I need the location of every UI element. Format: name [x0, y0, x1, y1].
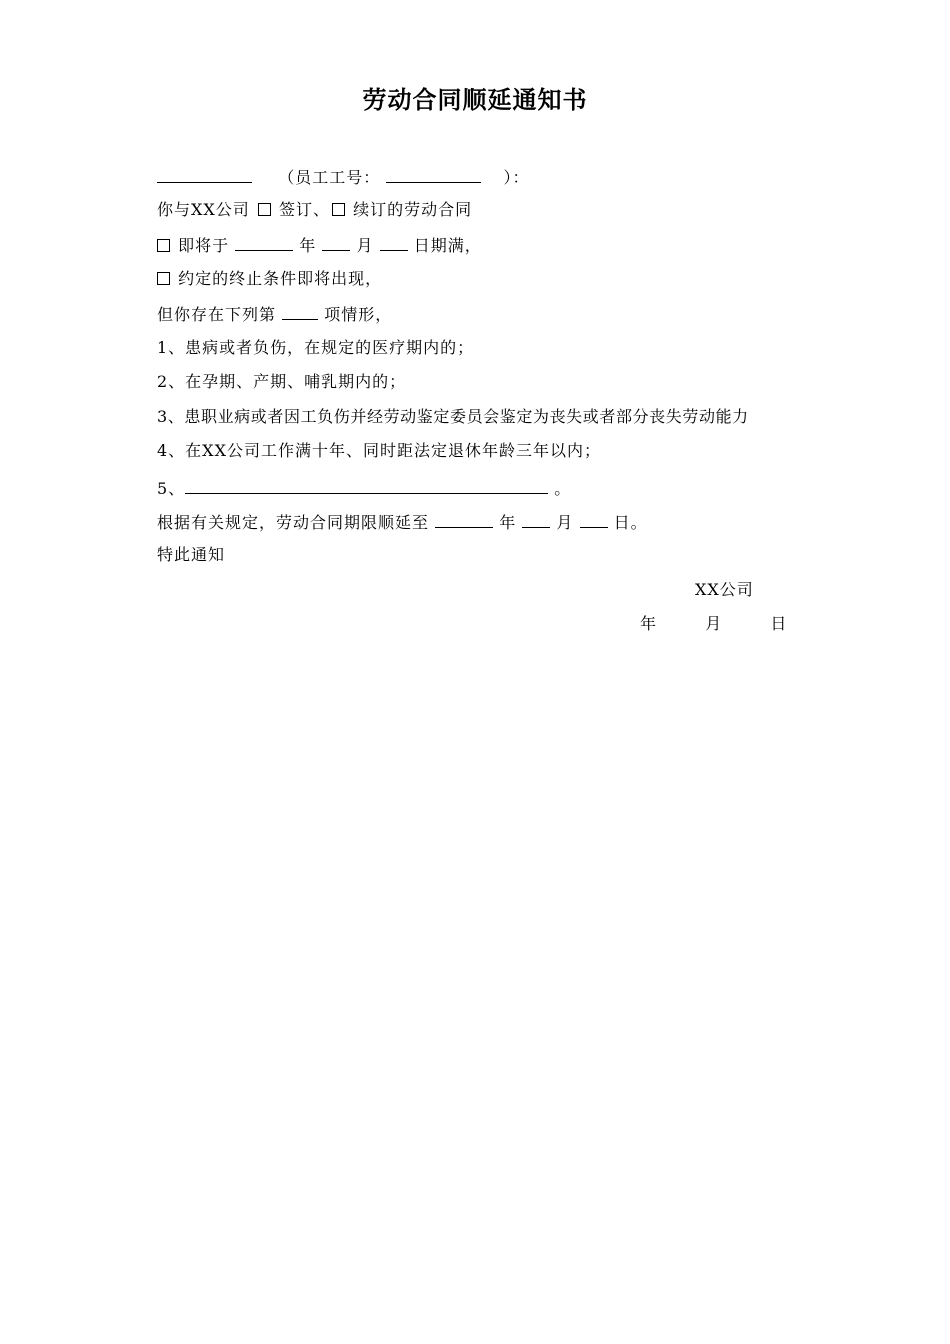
signature-month-label: 月	[705, 614, 723, 633]
employee-name-blank[interactable]	[157, 164, 252, 183]
circumstance-number-blank[interactable]	[282, 301, 318, 320]
expiry-line	[157, 232, 482, 256]
signature-day-label: 日	[770, 614, 788, 633]
expiry-month-label: 月	[356, 236, 374, 255]
item-5	[157, 475, 571, 499]
extension-year-label: 年	[499, 513, 517, 532]
expiry-day-blank[interactable]	[380, 232, 408, 251]
closing-text: 特此通知	[157, 545, 226, 564]
extension-day-blank[interactable]	[580, 509, 608, 528]
item-1: 1、患病或者负伤，在规定的医疗期内的；	[157, 338, 475, 357]
extension-day-label: 日。	[613, 513, 648, 532]
item-5-blank[interactable]	[185, 475, 548, 494]
termination-line	[157, 267, 382, 291]
expiry-text: 即将于	[178, 236, 230, 255]
extension-line	[157, 509, 648, 533]
renewed-label: 续订的劳动合同	[353, 200, 473, 219]
contract-type-line	[157, 198, 472, 222]
termination-checkbox[interactable]	[157, 272, 170, 285]
item-3: 3、患职业病或者因工负伤并经劳动鉴定委员会鉴定为丧失或者部分丧失劳动能力	[157, 407, 749, 426]
expiry-month-blank[interactable]	[322, 232, 350, 251]
extension-text: 根据有关规定，劳动合同期限顺延至	[157, 513, 430, 532]
signed-label: 签订、	[278, 200, 330, 219]
renewed-checkbox[interactable]	[332, 203, 345, 216]
extension-year-blank[interactable]	[435, 509, 493, 528]
signature-date	[640, 612, 787, 636]
item-2: 2、在孕期、产期、哺乳期内的；	[157, 372, 407, 391]
recipient-line	[157, 164, 530, 188]
item-5-suffix: 。	[554, 479, 572, 498]
circumstance-line	[157, 301, 392, 325]
expiry-year-label: 年	[299, 236, 317, 255]
item-4: 4、在XX公司工作满十年、同时距法定退休年龄三年以内；	[157, 441, 601, 460]
signature-year-label: 年	[640, 614, 658, 633]
circumstance-suffix: 项情形，	[324, 305, 393, 324]
employee-id-blank[interactable]	[386, 164, 481, 183]
document-title: 劳动合同顺延通知书	[362, 86, 588, 114]
employee-id-close: ）：	[503, 168, 530, 187]
signed-checkbox[interactable]	[258, 203, 271, 216]
expiry-checkbox[interactable]	[157, 239, 170, 252]
contract-intro-text: 你与XX公司	[157, 200, 250, 219]
item-5-prefix: 5、	[157, 479, 186, 498]
employee-id-label: （员工工号：	[278, 168, 381, 187]
expiry-year-blank[interactable]	[235, 232, 293, 251]
termination-text: 约定的终止条件即将出现，	[178, 269, 383, 288]
extension-month-label: 月	[556, 513, 574, 532]
expiry-day-label: 日期满，	[413, 236, 482, 255]
signature-company: XX公司	[695, 580, 754, 599]
circumstance-text: 但你存在下列第	[157, 305, 277, 324]
extension-month-blank[interactable]	[522, 509, 550, 528]
